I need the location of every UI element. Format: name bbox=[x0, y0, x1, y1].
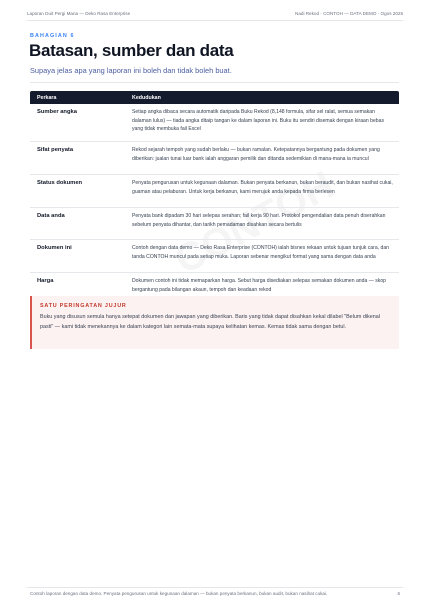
row-item: Sifat penyata bbox=[37, 147, 74, 153]
row-item: Sumber angka bbox=[37, 109, 77, 115]
table-header-item: Perkara bbox=[37, 94, 57, 101]
section-eyebrow: BAHAGIAN 6 bbox=[30, 33, 75, 39]
row-detail: Penyata bank dipadam 30 hari selepas serahan; fail kerja 90 hari. Protokol pengendalian data penuh diserahkan sebelum penyata dihantar, dan tarikh pemadaman disahkan secara bertulis bbox=[132, 213, 386, 228]
table-row bbox=[30, 273, 399, 297]
table-row bbox=[30, 142, 399, 175]
row-item: Dokumen ini bbox=[37, 245, 72, 251]
table-row bbox=[30, 208, 399, 240]
running-header-left: Laporan Duit Pergi Mana — Deko Rasa Enterprise bbox=[27, 11, 131, 16]
table-header-detail: Kedudukan bbox=[132, 94, 161, 101]
honest-reminder-callout bbox=[30, 296, 399, 349]
row-item: Harga bbox=[37, 278, 54, 284]
page-title: Batasan, sumber dan data bbox=[29, 41, 234, 60]
page-number: 6 bbox=[397, 591, 400, 596]
footer-disclaimer: Contoh laporan dengan data demo. Penyata pengurusan untuk kegunaan dalaman — bukan penyata berkanun, bukan audit, bukan nasihat cukai. bbox=[30, 591, 328, 596]
row-detail: Penyata pengurusan untuk kegunaan dalaman. Bukan penyata berkanun, bukan beraudit, dan bukan nasihat cukai, guaman atau pelaburan. Untuk kerja berkanun, kami merujuk anda kepada firma berlesen bbox=[132, 180, 393, 195]
header-divider bbox=[27, 20, 403, 21]
table-header bbox=[30, 91, 399, 104]
row-detail: Dokumen contoh ini tidak memaparkan harga. Sebut harga disediakan selepas semakan dokumen anda — skop bergantung pada bilangan akaun, tempoh dan keadaan rekod bbox=[132, 278, 386, 293]
row-item: Status dokumen bbox=[37, 180, 83, 186]
running-header-right: Nadi Rekod · CONTOH — DATA DEMO · Ogos 2026 bbox=[295, 11, 403, 16]
title-divider bbox=[30, 82, 399, 83]
row-detail: Rekod sejarah tempoh yang sudah berlaku — bukan ramalan. Ketepatannya bergantung pada dokumen yang diberikan: jualan tunai luar bank ialah anggaran pemilik dan ditanda sedemikian di mana-mana ia muncul bbox=[132, 147, 380, 162]
table-row bbox=[30, 175, 399, 208]
row-detail: Setiap angka dibaca secara automatik daripada Buku Rekod (8,148 formula, sifar sel ralat, semua semakan dalaman lulus) — tiada angka ditaip tangan ke dalam laporan ini. Buku itu sendiri disemak dengan kiraan bebas yang tidak membuka fail Excel bbox=[132, 109, 385, 133]
limitations-table bbox=[30, 91, 399, 297]
running-footer bbox=[30, 591, 400, 596]
table-row bbox=[30, 240, 399, 273]
running-header bbox=[27, 11, 403, 16]
callout-body: Buku yang disusun semula hanya setepat dokumen dan jawapan yang diberikan. Baris yang tidak dapat disahkan kekal dilabel "Belum dikenal pasti" — kami tidak menekannya ke dalam kategori lain semata-mata supaya kelihatan kemas. Kemas tidak sama dengan betul. bbox=[40, 314, 380, 330]
row-item: Data anda bbox=[37, 213, 65, 219]
row-detail: Contoh dengan data demo — Deko Rasa Enterprise (CONTOH) ialah bisnes rekaan untuk tujuan tunjuk cara, dan tanda CONTOH muncul pada setiap muka. Laporan sebenar mengikut format yang sama dengan data anda bbox=[132, 245, 390, 260]
page-subtitle: Supaya jelas apa yang laporan ini boleh dan tidak boleh buat. bbox=[30, 66, 232, 75]
table-row bbox=[30, 104, 399, 142]
callout-title: SATU PERINGATAN JUJUR bbox=[40, 303, 127, 309]
footer-divider bbox=[27, 587, 403, 588]
